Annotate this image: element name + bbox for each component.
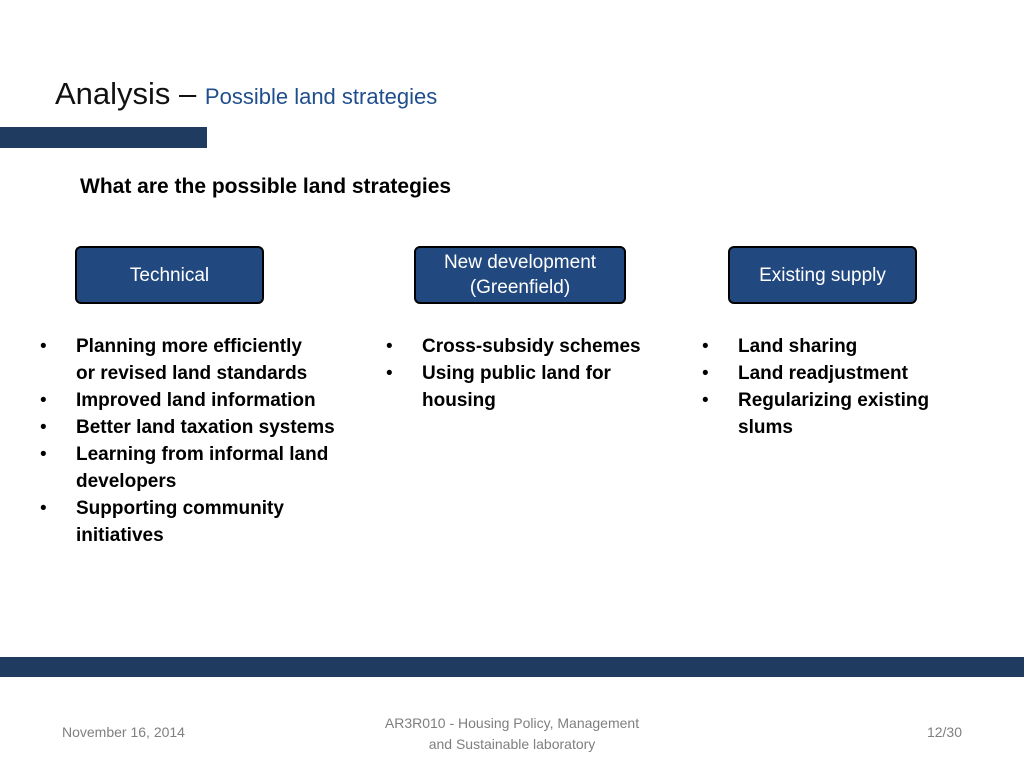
list-item-text: Land readjustment xyxy=(738,363,908,384)
new-development-bullet-list xyxy=(384,333,654,414)
list-item xyxy=(38,333,358,387)
list-item-text: • Using public land for housing xyxy=(422,363,611,411)
category-technical-box xyxy=(75,246,264,304)
list-item xyxy=(700,360,970,387)
footer-accent-bar xyxy=(0,657,1024,677)
list-item-text: Cross-subsidy schemes xyxy=(422,336,641,357)
list-item-text: • Supporting community initiatives xyxy=(76,498,284,546)
footer-course xyxy=(352,713,672,755)
section-question: What are the possible land strategies xyxy=(80,175,452,198)
list-item-text: Improved land information xyxy=(76,390,316,411)
list-item xyxy=(700,333,970,360)
category-new-development-label-line2: (Greenfield) xyxy=(469,277,571,298)
category-new-development-box xyxy=(414,246,626,304)
slide-title-main: Analysis – xyxy=(55,76,197,111)
title-accent-bar xyxy=(0,127,207,148)
list-item xyxy=(384,333,654,360)
footer-page-number: 12/30 xyxy=(926,724,962,740)
category-technical-label: Technical xyxy=(129,264,210,286)
existing-supply-bullet-list xyxy=(700,333,970,441)
list-item xyxy=(38,414,358,441)
list-item xyxy=(38,387,358,414)
list-item-text: • Regularizing existing slums xyxy=(738,390,930,438)
category-new-development-label-line1: New development xyxy=(443,252,597,273)
technical-bullet-list xyxy=(38,333,358,549)
category-existing-supply-box xyxy=(728,246,917,304)
list-item-text: • Learning from informal land developers xyxy=(76,444,329,492)
footer-date: November 16, 2014 xyxy=(62,724,185,740)
list-item-line: • Planning more efficiently or revised land standards xyxy=(76,336,308,384)
slide-title xyxy=(55,76,437,112)
list-item-text: Better land taxation systems xyxy=(76,417,335,438)
list-item xyxy=(38,495,358,549)
category-existing-supply-label: Existing supply xyxy=(759,264,886,286)
list-item xyxy=(700,387,970,441)
footer-course-line1: AR3R010 - Housing Policy, Management xyxy=(384,715,640,731)
list-item xyxy=(384,360,654,414)
list-item xyxy=(38,441,358,495)
slide-subtitle: Possible land strategies xyxy=(204,84,438,109)
footer-course-line2: and Sustainable laboratory xyxy=(428,736,596,752)
list-item-text: Land sharing xyxy=(738,336,858,357)
